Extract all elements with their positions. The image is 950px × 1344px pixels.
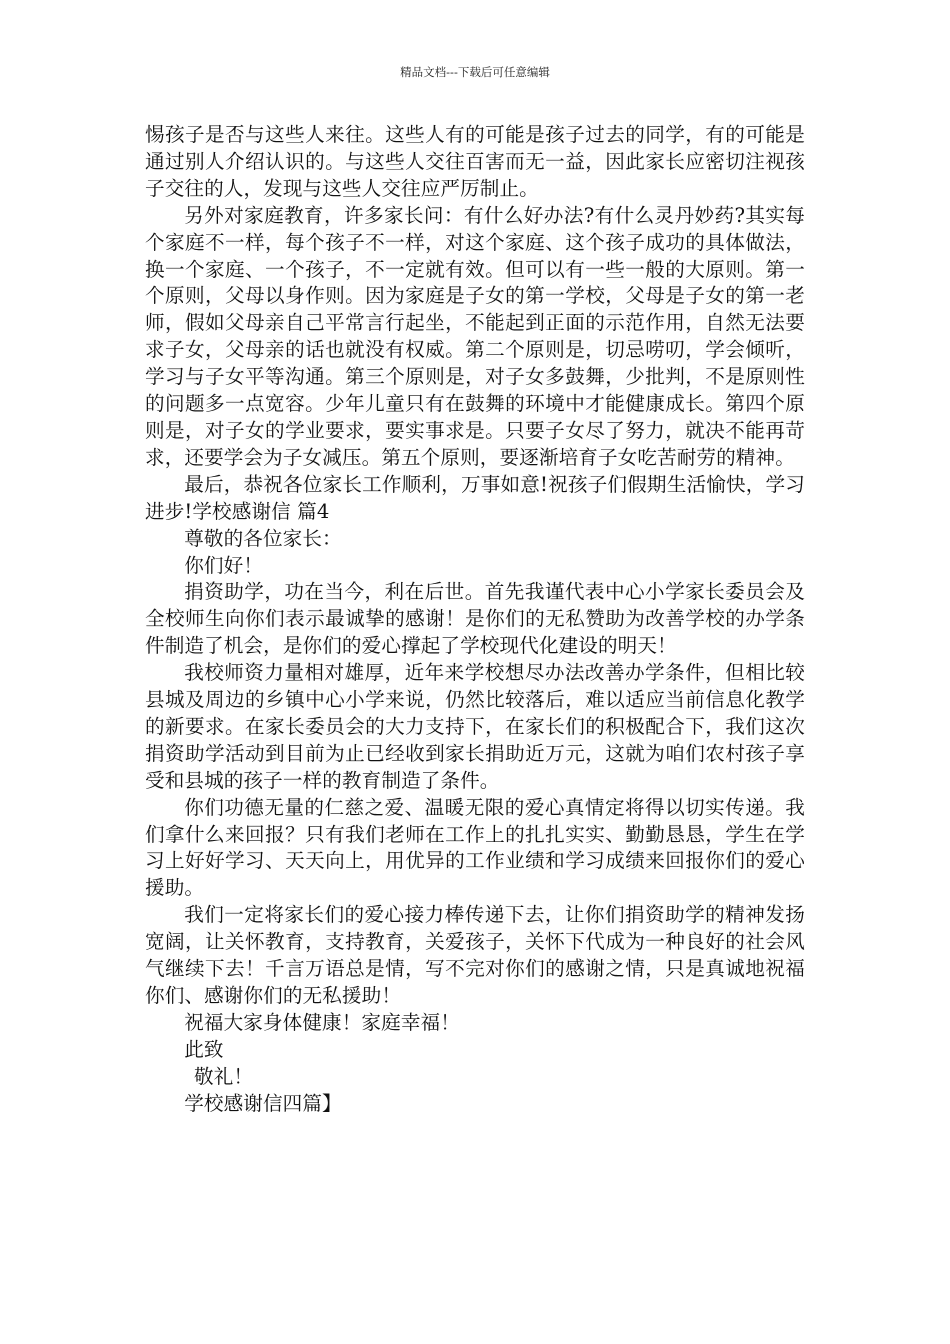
paragraph-6: 你们功德无量的仁慈之爱、温暖无限的爱心真情定将得以切实传递。我们拿什么来回报？只有我们老师在工作上的扎扎实实、勤勤恳恳，学生在学习上好好学习、天天向上，用优异的工作业绩和学习成绩来回报你们的爱心援助。 — [145, 795, 805, 900]
paragraph-7: 我们一定将家长们的爱心接力棒传递下去，让你们捐资助学的精神发扬宽阔，让关怀教育，支持教育，关爱孩子，关怀下代成为一种良好的社会风气继续下去！千言万语总是情，写不完对你们的感谢之情，只是真诚地祝福你们、感谢你们的无私援助！ — [145, 903, 805, 1007]
salutation: 尊敬的各位家长： — [184, 526, 342, 550]
blessing: 祝福大家身体健康！家庭幸福！ — [184, 1010, 460, 1034]
paragraph-5: 我校师资力量相对雄厚，近年来学校想尽办法改善办学条件，但相比较县城及周边的乡镇中心小学来说，仍然比较落后，难以适应当前信息化教学的新要求。在家长委员会的大力支持下，在家长们的积极配合下，我们这次捐资助学活动到目前为止已经收到家长捐助近万元，这就为咱们农村孩子享受和县城的孩子一样的教育制造了条件。 — [145, 661, 805, 792]
paragraph-3: 最后，恭祝各位家长工作顺利，万事如意!祝孩子们假期生活愉快，学习进步!学校感谢信 篇4 — [145, 472, 805, 523]
page-header: 精品文档---下载后可任意编辑 — [400, 65, 550, 79]
greeting: 你们好！ — [184, 553, 263, 577]
document-body — [145, 122, 805, 1118]
closing-cizhi: 此致 — [184, 1037, 224, 1061]
paragraph-4: 捐资助学，功在当今，利在后世。首先我谨代表中心小学家长委员会及全校师生向你们表示最诚挚的感谢！是你们的无私赞助为改善学校的办学条件制造了机会，是你们的爱心撑起了学校现代化建设的明天！ — [145, 580, 805, 658]
document-footer-title: 学校感谢信四篇】 — [184, 1091, 342, 1115]
paragraph-2: 另外对家庭教育，许多家长问：有什么好办法?有什么灵丹妙药?其实每个家庭不一样，每个孩子不一样，对这个家庭、这个孩子成功的具体做法，换一个家庭、一个孩子，不一定就有效。但可以有一些一般的大原则。第一个原则，父母以身作则。因为家庭是子女的第一学校，父母是子女的第一老师，假如父母亲自己平常言行起坐，不能起到正面的示范作用，自然无法要求子女，父母亲的话也就没有权威。第二个原则是，切忌唠叨，学会倾听，学习与子女平等沟通。第三个原则是，对子女多鼓舞，少批判，不是原则性的问题多一点宽容。少年儿童只有在鼓舞的环境中才能健康成长。第四个原则是，对子女的学业要求，要实事求是。只要子女尽了努力，就决不能再苛求，还要学会为子女减压。第五个原则，要逐渐培育子女吃苦耐劳的精神。 — [145, 203, 805, 469]
paragraph-1: 惕孩子是否与这些人来往。这些人有的可能是孩子过去的同学，有的可能是通过别人介绍认识的。与这些人交往百害而无一益，因此家长应密切注视孩子交往的人，发现与这些人交往应严厉制止。 — [145, 123, 805, 200]
closing-jingli: 敬礼！ — [194, 1064, 254, 1088]
